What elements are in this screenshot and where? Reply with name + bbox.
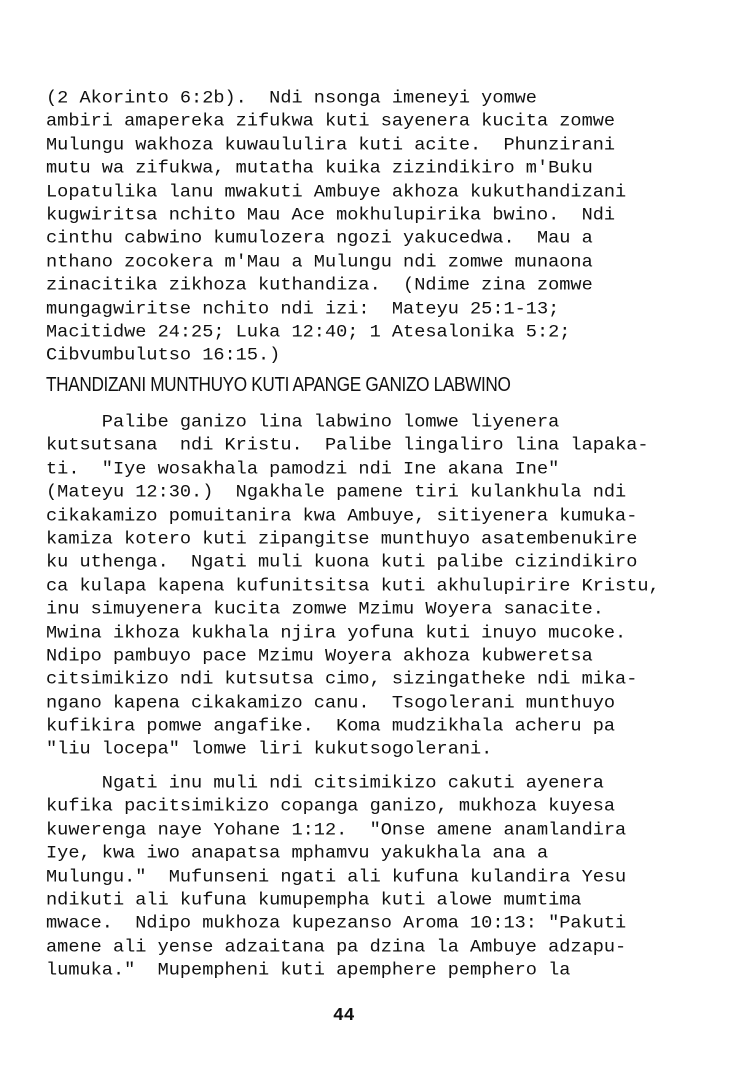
paragraph-1 bbox=[46, 87, 626, 368]
paragraph-3 bbox=[46, 772, 626, 983]
text-line: kamiza kotero kuti zipangitse munthuyo asatembenukire bbox=[46, 529, 638, 550]
text-line: Ndipo pambuyo pace Mzimu Woyera akhoza kubweretsa bbox=[46, 646, 593, 667]
text-line: Lopatulika lanu mwakuti Ambuye akhoza kukuthandizani bbox=[46, 182, 627, 202]
text-line: (Mateyu 12:30.) Ngakhale pamene tiri kulankhula ndi bbox=[46, 483, 627, 503]
text-line: Iye, kwa iwo anapatsa mphamvu yakukhala ana a bbox=[46, 844, 549, 864]
text-line: Macitidwe 24:25; Luka 12:40; 1 Atesalonika 5:2; bbox=[46, 322, 571, 343]
text-line: kugwiritsa nchito Mau Ace mokhulupirika bwino. Ndi bbox=[46, 205, 616, 226]
text-line: inu simuyenera kucita zomwe Mzimu Woyera sanacite. bbox=[46, 599, 604, 620]
text-line: Palibe ganizo lina labwino lomwe liyenera bbox=[46, 412, 560, 433]
text-line: ti. "Iye wosakhala pamodzi ndi Ine akana Ine" bbox=[46, 459, 560, 479]
page-number: 44 bbox=[333, 1006, 355, 1026]
text-line: mwace. Ndipo mukhoza kupezanso Aroma 10:13: "Pakuti bbox=[46, 914, 627, 934]
text-line: ngano kapena cikakamizo canu. Tsogolerani munthuyo bbox=[46, 693, 616, 713]
paragraph-2 bbox=[46, 411, 660, 762]
text-line: Mulungu." Mufunseni ngati ali kufuna kulandira Yesu bbox=[46, 867, 627, 887]
text-line: mungagwiritse nchito ndi izi: Mateyu 25:1-13; bbox=[46, 299, 560, 319]
text-line: ku uthenga. Ngati muli kuona kuti palibe cizindikiro bbox=[46, 553, 638, 573]
text-line: lumuka." Mupempheni kuti apemphere pemphero la bbox=[46, 960, 571, 981]
text-line: zinacitika zikhoza kuthandiza. (Ndime zina zomwe bbox=[46, 275, 593, 296]
text-line: ambiri amapereka zifukwa kuti sayenera kucita zomwe bbox=[46, 112, 616, 132]
text-line: Cibvumbulutso 16:15.) bbox=[46, 346, 281, 366]
text-line: mutu wa zifukwa, mutatha kuika zizindikiro m'Buku bbox=[46, 159, 593, 179]
text-line: amene ali yense adzaitana pa dzina la Ambuye adzapu- bbox=[46, 937, 627, 957]
text-line: kufika pacitsimikizo copanga ganizo, mukhoza kuyesa bbox=[46, 797, 616, 817]
text-line: kutsutsana ndi Kristu. Palibe lingaliro lina lapaka- bbox=[46, 436, 649, 456]
text-line: kuwerenga naye Yohane 1:12. "Onse amene anamlandira bbox=[46, 820, 627, 840]
text-line: nthano zocokera m'Mau a Mulungu ndi zomwe munaona bbox=[46, 252, 593, 272]
text-line: ndikuti ali kufuna kumupempha kuti alowe mumtima bbox=[46, 890, 582, 911]
text-line: cikakamizo pomuitanira kwa Ambuye, sitiyenera kumuka- bbox=[46, 506, 638, 526]
text-line: cinthu cabwino kumulozera ngozi yakucedwa. Mau a bbox=[46, 229, 593, 249]
text-line: (2 Akorinto 6:2b). Ndi nsonga imeneyi yomwe bbox=[46, 88, 537, 109]
text-line: kufikira pomwe angafike. Koma mudzikhala acheru pa bbox=[46, 716, 616, 737]
text-line: Mulungu wakhoza kuwaululira kuti acite. Phunzirani bbox=[46, 135, 616, 155]
text-line: Mwina ikhoza kukhala njira yofuna kuti inuyo mucoke. bbox=[46, 623, 627, 643]
text-line: ca kulapa kapena kufunitsitsa kuti akhulupirire Kristu, bbox=[46, 576, 660, 596]
text-line: "liu locepa" lomwe liri kukutsogolerani. bbox=[46, 740, 493, 760]
text-line: citsimikizo ndi kutsutsa cimo, sizingatheke ndi mika- bbox=[46, 670, 638, 690]
text-line: Ngati inu muli ndi citsimikizo cakuti ayenera bbox=[46, 773, 604, 794]
section-heading: THANDIZANI MUNTHUYO KUTI APANGE GANIZO LABWINO bbox=[46, 374, 511, 396]
